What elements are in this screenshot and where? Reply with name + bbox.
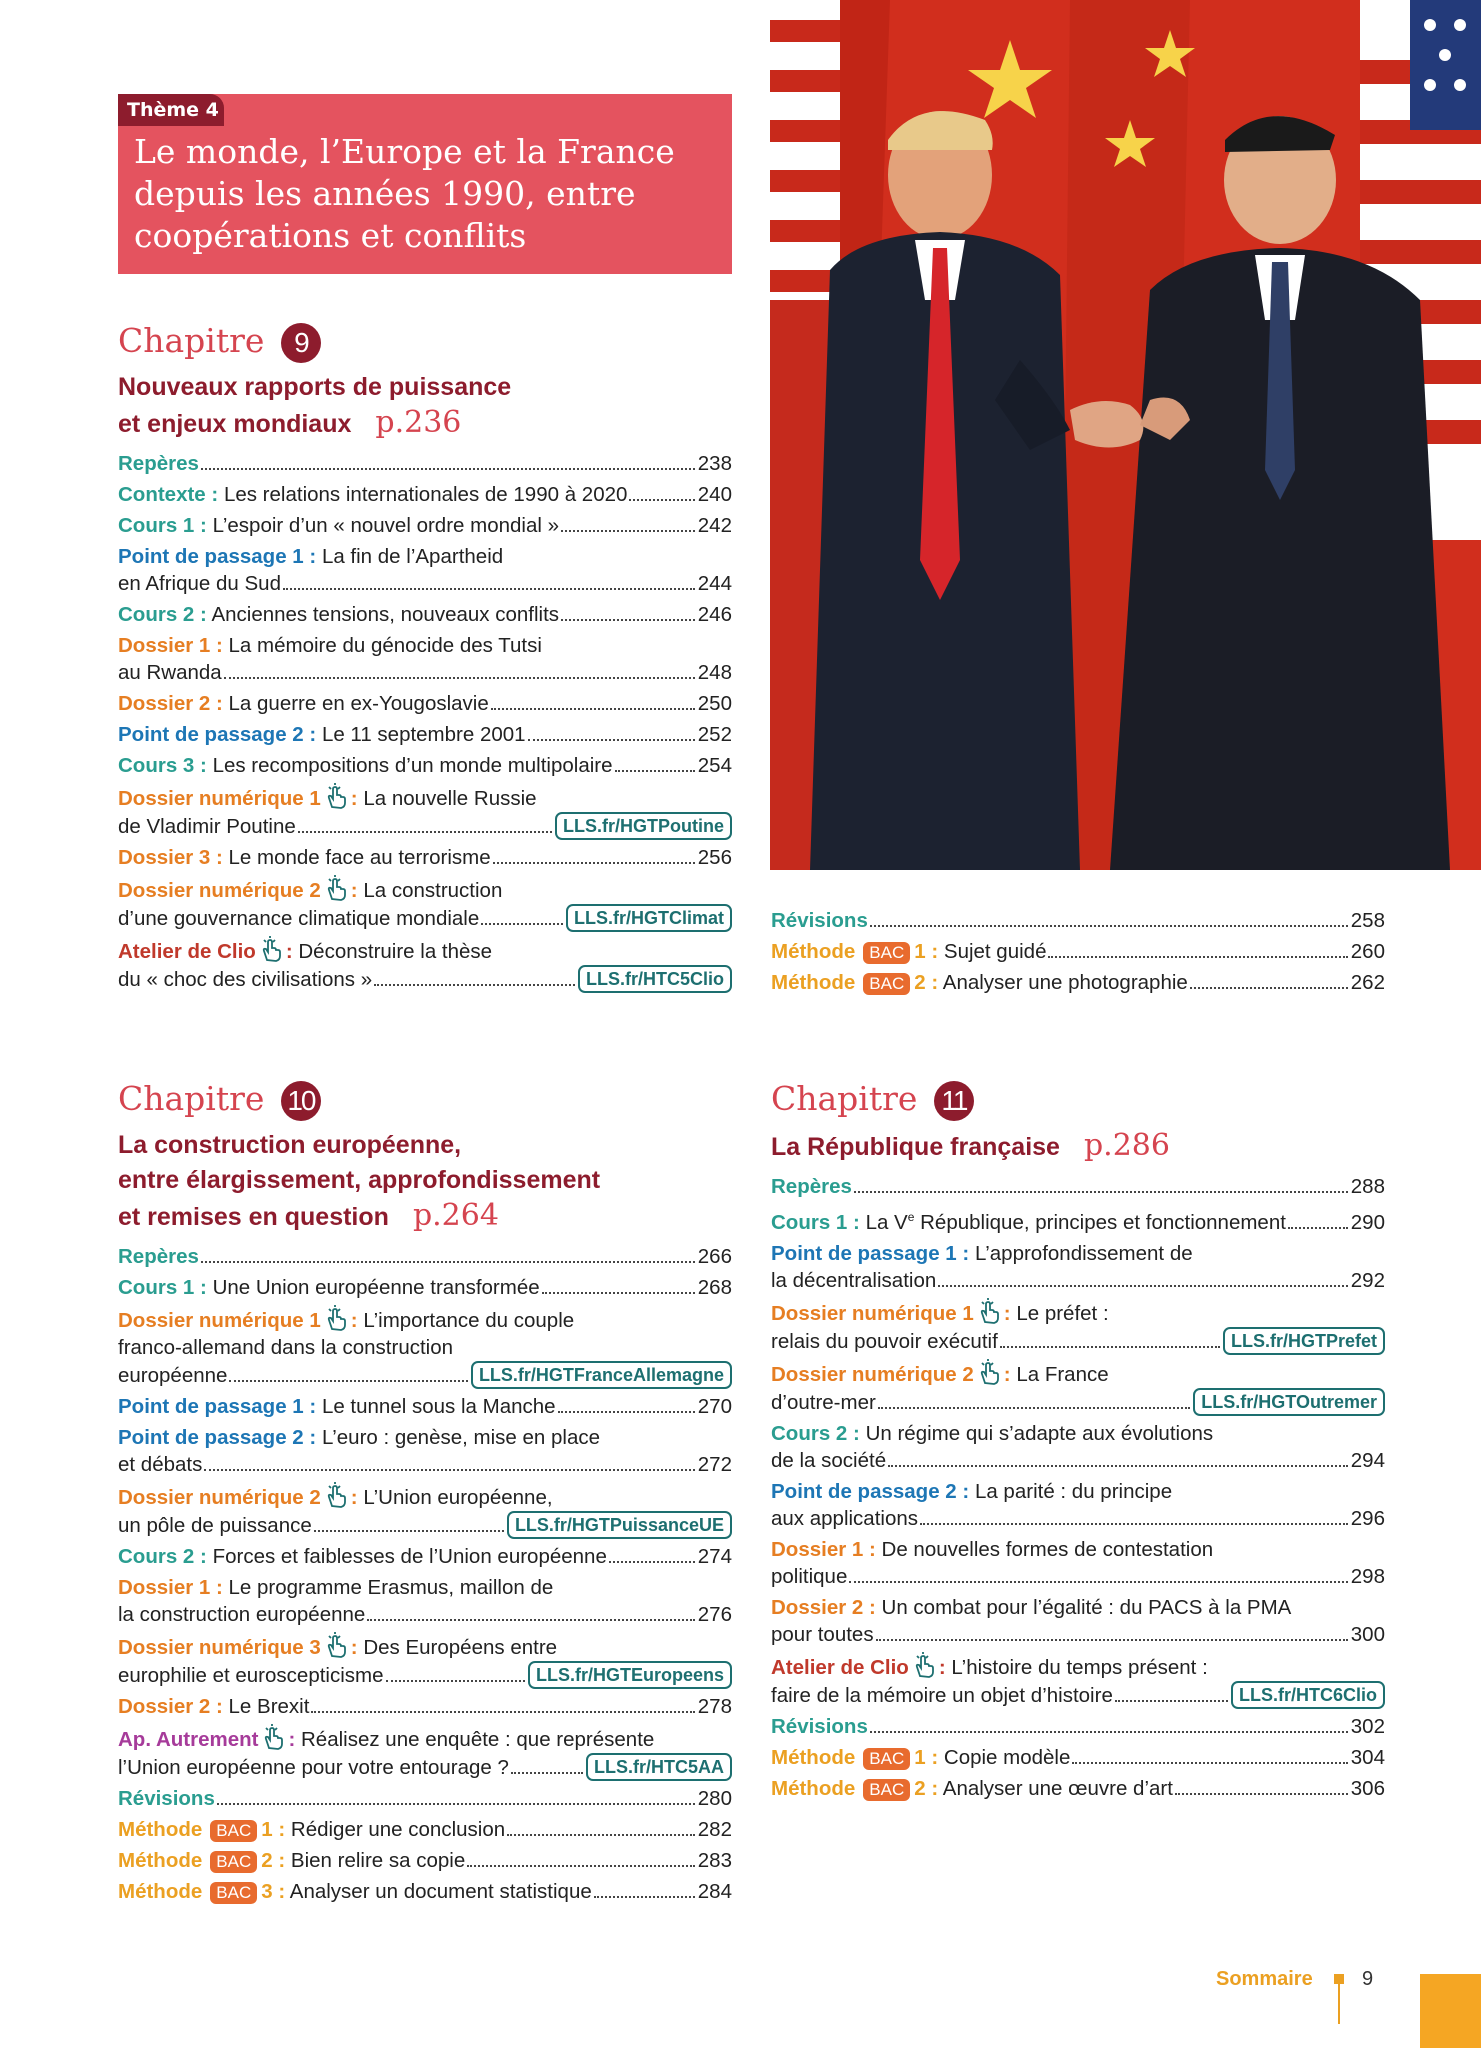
toc-entry[interactable]: Contexte : Les relations internationales de 1990 à 2020 240: [118, 483, 732, 506]
toc-entry[interactable]: Méthode BAC 1 : Rédiger une conclusion 282: [118, 1818, 732, 1841]
theme-tag: Thème 4: [118, 94, 224, 126]
chapter-number: 9: [281, 323, 321, 363]
toc-entry[interactable]: Ap. Autrement : Réalisez une enquête : que représente l’Union européenne pour votre entourage ? LLS.fr/HTC5AA: [118, 1724, 732, 1781]
toc-entry[interactable]: Dossier numérique 1 : Le préfet : relais du pouvoir exécutif LLS.fr/HGTPrefet: [771, 1298, 1385, 1355]
toc-list: [771, 1173, 1385, 1802]
bac-badge: BAC: [210, 1820, 257, 1842]
chapter-title-line: La République française: [771, 1133, 1060, 1161]
toc-entry[interactable]: Révisions 258: [771, 909, 1385, 932]
toc-entry[interactable]: Dossier 1 : De nouvelles formes de contestation politique 298: [771, 1537, 1385, 1588]
chapter-title-line: et remises en question: [118, 1203, 389, 1231]
toc-entry[interactable]: Cours 2 : Anciennes tensions, nouveaux conflits 246: [118, 603, 732, 626]
toc-entry[interactable]: Repères 288: [771, 1175, 1385, 1198]
digital-hand-icon: [323, 1305, 349, 1332]
toc-entry[interactable]: Cours 1 : La Ve République, principes et fonctionnement 290: [771, 1210, 1385, 1234]
chapter-label: Chapitre: [118, 321, 265, 360]
toc-entry[interactable]: Dossier numérique 1 : La nouvelle Russie de Vladimir Poutine LLS.fr/HGTPoutine: [118, 783, 732, 840]
link-badge[interactable]: LLS.fr/HGTPoutine: [555, 812, 732, 840]
chapter-title-line: La construction européenne,: [118, 1131, 462, 1159]
digital-hand-icon: [323, 875, 349, 902]
chapter-heading: [118, 318, 732, 364]
toc-entry[interactable]: Méthode BAC 2 : Analyser une photographie 262: [771, 971, 1385, 994]
link-badge[interactable]: LLS.fr/HTC5Clio: [578, 965, 732, 993]
chapter-page-ref: p.236: [375, 405, 462, 440]
chapter-page-ref: p.264: [412, 1198, 499, 1233]
link-badge[interactable]: LLS.fr/HTC5AA: [586, 1753, 732, 1781]
toc-entry[interactable]: Repères 266: [118, 1245, 732, 1268]
toc-entry[interactable]: Repères 238: [118, 452, 732, 475]
toc-entry[interactable]: Dossier 2 : Le Brexit 278: [118, 1695, 732, 1718]
toc-entry[interactable]: Dossier 2 : Un combat pour l’égalité : du PACS à la PMA pour toutes 300: [771, 1595, 1385, 1646]
toc-entry[interactable]: Méthode BAC 3 : Analyser un document statistique 284: [118, 1880, 732, 1903]
digital-hand-icon: [323, 1482, 349, 1509]
chapter-page-ref: p.286: [1083, 1128, 1170, 1163]
toc-entry[interactable]: Méthode BAC 1 : Sujet guidé 260: [771, 940, 1385, 963]
toc-entry[interactable]: Point de passage 2 : L’euro : genèse, mise en place et débats 272: [118, 1426, 732, 1476]
toc-entry[interactable]: Révisions 280: [118, 1787, 732, 1810]
chapter-number: 11: [934, 1081, 974, 1121]
footer-marker: [1334, 1974, 1344, 1984]
toc-entry[interactable]: Cours 2 : Forces et faiblesses de l’Union européenne 274: [118, 1545, 732, 1568]
chapter-11: [771, 1076, 1385, 1806]
toc-entry[interactable]: Révisions 302: [771, 1714, 1385, 1738]
chapter-title-line: et enjeux mondiaux: [118, 410, 352, 438]
digital-hand-icon: [258, 936, 284, 963]
toc-entry[interactable]: Atelier de Clio : L’histoire du temps présent : faire de la mémoire un objet d’histoire LLS.fr/HTC6Clio: [771, 1652, 1385, 1709]
toc-entry[interactable]: Méthode BAC 2 : Analyser une œuvre d’art 306: [771, 1776, 1385, 1800]
bac-badge: BAC: [863, 1748, 910, 1770]
chapter-title[interactable]: [771, 1128, 1385, 1165]
chapter-heading: [118, 1076, 732, 1122]
page-number: 9: [1362, 1968, 1374, 1990]
digital-hand-icon: [976, 1359, 1002, 1386]
chapter-label: Chapitre: [118, 1079, 265, 1118]
link-badge[interactable]: LLS.fr/HGTEuropeens: [528, 1661, 732, 1689]
bac-badge: BAC: [863, 942, 910, 964]
chapter-number: 10: [281, 1081, 321, 1121]
digital-hand-icon: [976, 1298, 1002, 1325]
chapter-heading: [771, 1076, 1385, 1122]
link-badge[interactable]: LLS.fr/HGTFranceAllemagne: [471, 1361, 732, 1389]
toc-entry[interactable]: Dossier numérique 2 : La France d’outre-mer LLS.fr/HGTOutremer: [771, 1359, 1385, 1416]
digital-hand-icon: [323, 783, 349, 810]
link-badge[interactable]: LLS.fr/HGTPrefet: [1223, 1327, 1385, 1355]
toc-entry[interactable]: Dossier numérique 2 : L’Union européenne, un pôle de puissance LLS.fr/HGTPuissanceUE: [118, 1482, 732, 1539]
toc-entry[interactable]: Dossier 1 : La mémoire du génocide des Tutsi au Rwanda 248: [118, 634, 732, 684]
digital-hand-icon: [323, 1632, 349, 1659]
toc-entry[interactable]: Dossier numérique 2 : La construction d’une gouvernance climatique mondiale LLS.fr/HGTClimat: [118, 875, 732, 932]
link-badge[interactable]: LLS.fr/HTC6Clio: [1231, 1681, 1385, 1709]
theme-title: Le monde, l’Europe et la France depuis les années 1990, entre coopérations et conflits: [134, 132, 675, 255]
link-badge[interactable]: LLS.fr/HGTPuissanceUE: [507, 1511, 732, 1539]
footer-tab: [1420, 1974, 1481, 2048]
toc-entry[interactable]: Point de passage 2 : Le 11 septembre 2001 252: [118, 723, 732, 746]
chapter-title[interactable]: [118, 370, 732, 442]
bac-badge: BAC: [863, 1779, 910, 1801]
link-badge[interactable]: LLS.fr/HGTClimat: [566, 904, 732, 932]
toc-entry[interactable]: Point de passage 1 : L’approfondissement de la décentralisation 292: [771, 1241, 1385, 1292]
toc-entry[interactable]: Dossier 1 : Le programme Erasmus, maillon de la construction européenne 276: [118, 1576, 732, 1626]
toc-entry[interactable]: Méthode BAC 2 : Bien relire sa copie 283: [118, 1849, 732, 1872]
toc-list-continued: [771, 907, 1385, 1000]
footer-divider: [1338, 1984, 1340, 2024]
bac-badge: BAC: [210, 1882, 257, 1904]
footer-section-label: Sommaire: [1216, 1968, 1313, 1990]
toc-entry[interactable]: Cours 1 : Une Union européenne transformée 268: [118, 1276, 732, 1299]
toc-entry[interactable]: Atelier de Clio : Déconstruire la thèse du « choc des civilisations » LLS.fr/HTC5Clio: [118, 936, 732, 993]
toc-entry[interactable]: Dossier numérique 1 : L’importance du couple franco-allemand dans la construction européenne LLS.fr/HGTFranceAllemagne: [118, 1305, 732, 1389]
toc-entry[interactable]: Cours 1 : L’espoir d’un « nouvel ordre mondial » 242: [118, 514, 732, 537]
chapter-title-line: Nouveaux rapports de puissance: [118, 373, 512, 401]
toc-entry[interactable]: Méthode BAC 1 : Copie modèle 304: [771, 1745, 1385, 1769]
toc-entry[interactable]: Point de passage 2 : La parité : du principe aux applications 296: [771, 1479, 1385, 1530]
toc-entry[interactable]: Point de passage 1 : La fin de l’Apartheid en Afrique du Sud 244: [118, 545, 732, 595]
chapter-10: [118, 1076, 732, 1909]
digital-hand-icon: [260, 1724, 286, 1751]
toc-entry[interactable]: Cours 2 : Un régime qui s’adapte aux évolutions de la société 294: [771, 1421, 1385, 1472]
chapter-label: Chapitre: [771, 1079, 918, 1118]
toc-list: [118, 450, 732, 993]
toc-entry[interactable]: Dossier 2 : La guerre en ex-Yougoslavie 250: [118, 692, 732, 715]
toc-list: [118, 1243, 732, 1905]
bac-badge: BAC: [863, 973, 910, 995]
toc-entry[interactable]: Dossier numérique 3 : Des Européens entre europhilie et euroscepticisme LLS.fr/HGTEuropeens: [118, 1632, 732, 1689]
link-badge[interactable]: LLS.fr/HGTOutremer: [1193, 1388, 1385, 1416]
digital-hand-icon: [911, 1652, 937, 1679]
chapter-title[interactable]: [118, 1128, 732, 1235]
cover-photo: [770, 0, 1481, 870]
toc-entry[interactable]: Point de passage 1 : Le tunnel sous la Manche 270: [118, 1395, 732, 1418]
bac-badge: BAC: [210, 1851, 257, 1873]
toc-entry[interactable]: Cours 3 : Les recompositions d’un monde multipolaire 254: [118, 754, 732, 777]
chapter-9: [118, 318, 732, 997]
toc-entry[interactable]: Dossier 3 : Le monde face au terrorisme 256: [118, 846, 732, 869]
chapter-title-line: entre élargissement, approfondissement: [118, 1166, 601, 1194]
